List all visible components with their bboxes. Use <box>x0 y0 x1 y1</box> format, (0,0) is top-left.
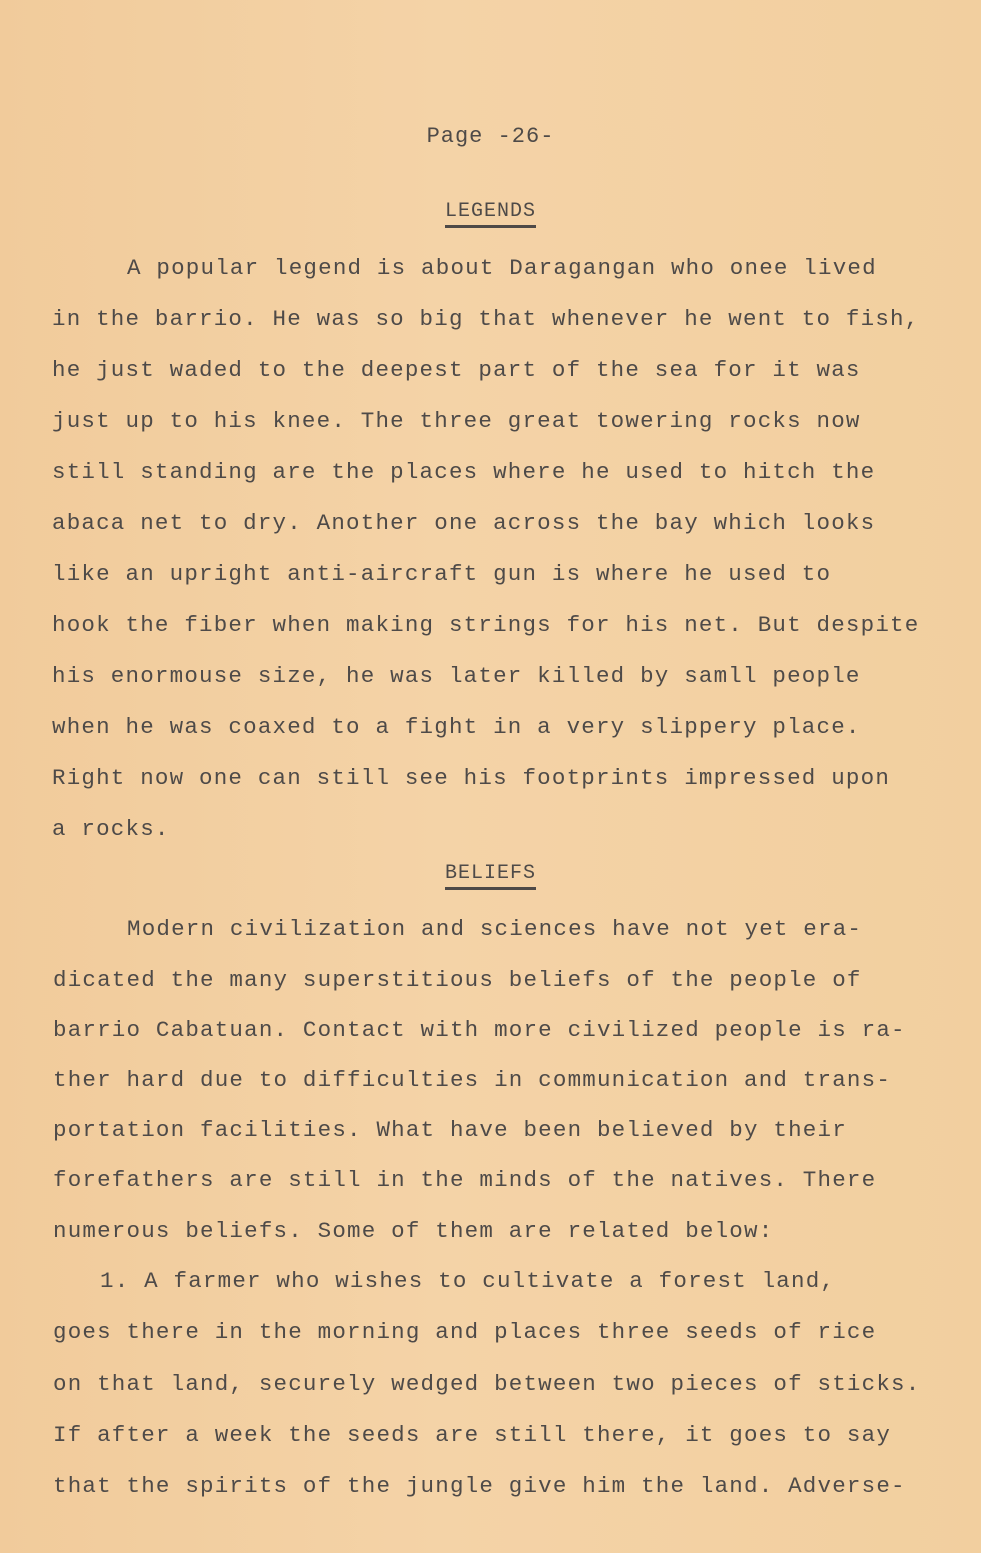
beliefs-line: forefathers are still in the minds of the natives. There <box>53 1167 877 1193</box>
beliefs-line: on that land, securely wedged between two pieces of sticks. <box>53 1371 921 1397</box>
beliefs-line: that the spirits of the jungle give him the land. Adverse- <box>53 1473 906 1499</box>
beliefs-line: dicated the many superstitious beliefs of the people of <box>53 967 862 993</box>
legends-line: still standing are the places where he used to hitch the <box>52 459 876 485</box>
legends-line: in the barrio. He was so big that whenever he went to fish, <box>52 306 920 332</box>
legends-line: he just waded to the deepest part of the sea for it was <box>52 357 861 383</box>
beliefs-heading <box>0 862 981 890</box>
beliefs-line: numerous beliefs. Some of them are related below: <box>53 1218 774 1244</box>
beliefs-line: ther hard due to difficulties in communication and trans- <box>53 1067 892 1093</box>
beliefs-line: portation facilities. What have been believed by their <box>53 1117 847 1143</box>
legends-line: just up to his knee. The three great towering rocks now <box>52 408 861 434</box>
legends-line: hook the fiber when making strings for his net. But despite <box>52 612 920 638</box>
legends-heading <box>0 200 981 228</box>
legends-heading-text: LEGENDS <box>445 200 536 228</box>
page-number: Page -26- <box>426 124 555 149</box>
beliefs-line: If after a week the seeds are still there, it goes to say <box>53 1422 892 1448</box>
beliefs-line: Modern civilization and sciences have not yet era- <box>127 916 863 942</box>
beliefs-line: goes there in the morning and places three seeds of rice <box>53 1319 877 1345</box>
beliefs-heading-text: BELIEFS <box>445 862 536 890</box>
legends-line: Right now one can still see his footprints impressed upon <box>52 765 891 791</box>
legends-line: when he was coaxed to a fight in a very slippery place. <box>52 714 861 740</box>
legends-line: A popular legend is about Daragangan who onee lived <box>127 255 877 281</box>
beliefs-line: barrio Cabatuan. Contact with more civilized people is ra- <box>53 1017 906 1043</box>
legends-line: a rocks. <box>52 816 170 842</box>
belief-item-line: 1. A farmer who wishes to cultivate a forest land, <box>100 1268 836 1294</box>
legends-line: like an upright anti-aircraft gun is where he used to <box>52 561 832 587</box>
legends-line: his enormouse size, he was later killed by samll people <box>52 663 861 689</box>
legends-line: abaca net to dry. Another one across the bay which looks <box>52 510 876 536</box>
